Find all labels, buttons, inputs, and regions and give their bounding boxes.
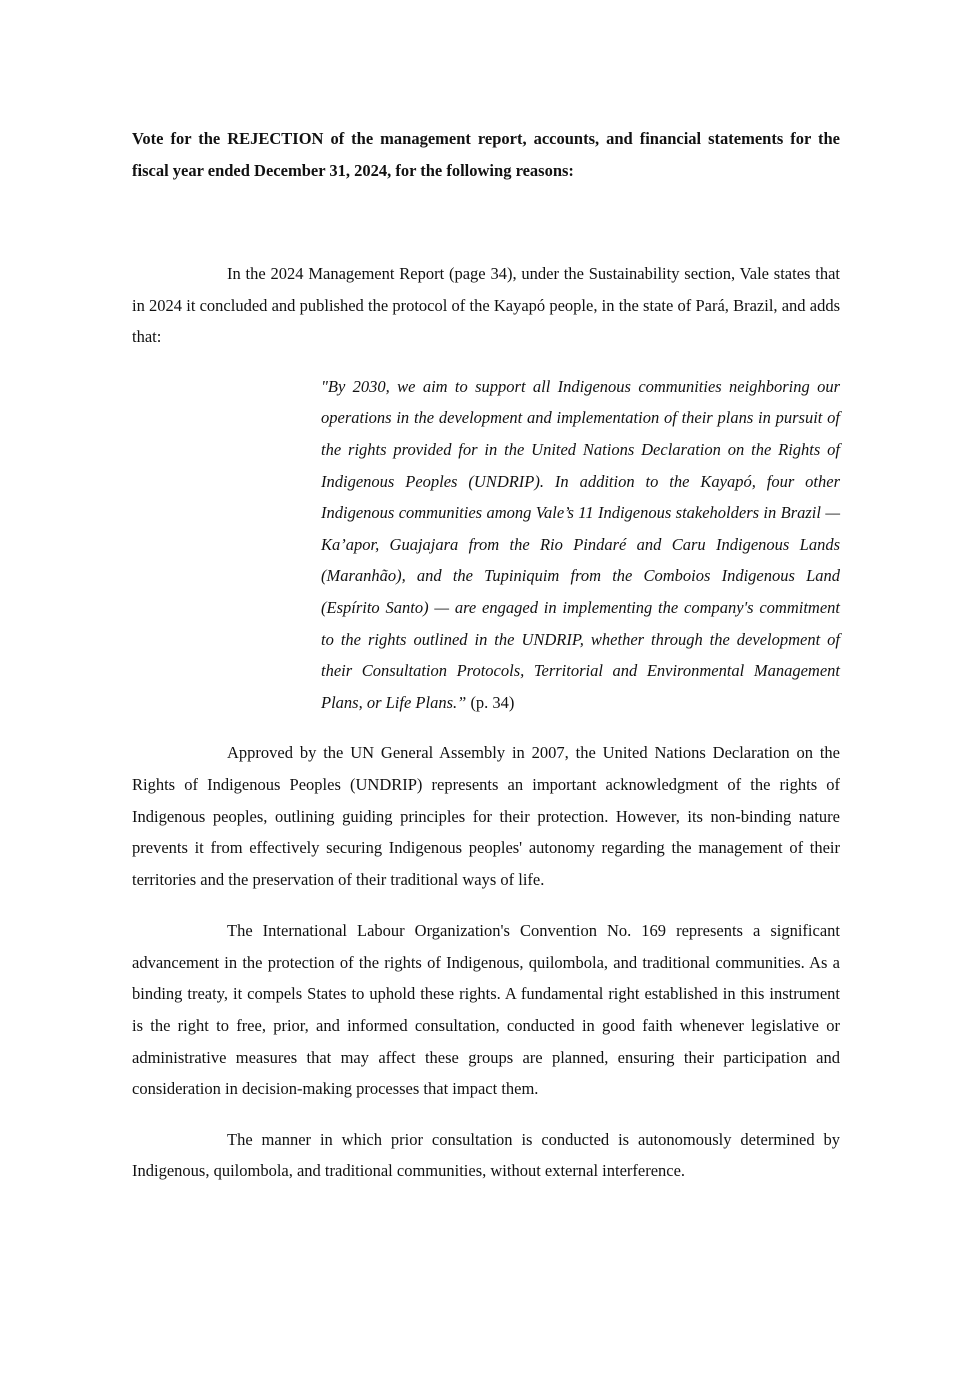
block-quote — [321, 371, 840, 719]
paragraph-management-report: In the 2024 Management Report (page 34), under the Sustainability section, Vale states that in 2024 it concluded and published the protocol of the Kayapó people, in the state of Pará, Brazil, and adds that: — [132, 264, 840, 347]
quote-text: "By 2030, we aim to support all Indigenous communities neighboring our operations in the development and implementation of their plans in pursuit of the rights provided for in the United Nations Declaration on the Rights of Indigenous Peoples (UNDRIP). In addition to the Kayapó, four other Indigenous communities among Vale’s 11 Indigenous stakeholders in Brazil — Ka’apor, Guajajara from the Rio Pindaré and Caru Indigenous Lands (Maranhão), and the Tupiniquim from the Comboios Indigenous Land (Espírito Santo) — are engaged in implementing the company's commitment to the rights outlined in the UNDRIP, whether through the development of their Consultation Protocols, Territorial and Environmental Management Plans, or Life Plans.” — [321, 376, 840, 712]
paragraph-ilo-convention: The International Labour Organization's Convention No. 169 represents a significant advancement in the protection of the rights of Indigenous, quilombola, and traditional communities. As a binding treaty, it compels States to uphold these rights. A fundamental right established in this instrument is the right to free, prior, and informed consultation, conducted in good faith whenever legislative or administrative measures that may affect these groups are planned, ensuring their participation and consideration in decision-making processes that impact them. — [132, 921, 840, 1099]
vote-heading: Vote for the REJECTION of the management report, accounts, and financial statements for the fiscal year ended December 31, 2024, for the following reasons: — [132, 129, 840, 180]
quote-citation: (p. 34) — [470, 692, 515, 712]
paragraph-prior-consultation: The manner in which prior consultation is conducted is autonomously determined by Indigenous, quilombola, and traditional communities, without external interference. — [132, 1129, 840, 1181]
paragraph-undrip: Approved by the UN General Assembly in 2007, the United Nations Declaration on the Rights of Indigenous Peoples (UNDRIP) represents an important acknowledgment of the rights of Indigenous peoples, outlining guiding principles for their protection. However, its non-binding nature prevents it from effectively securing Indigenous peoples' autonomy regarding the management of their territories and the preservation of their traditional ways of life. — [132, 743, 840, 889]
document-body — [132, 123, 840, 1187]
